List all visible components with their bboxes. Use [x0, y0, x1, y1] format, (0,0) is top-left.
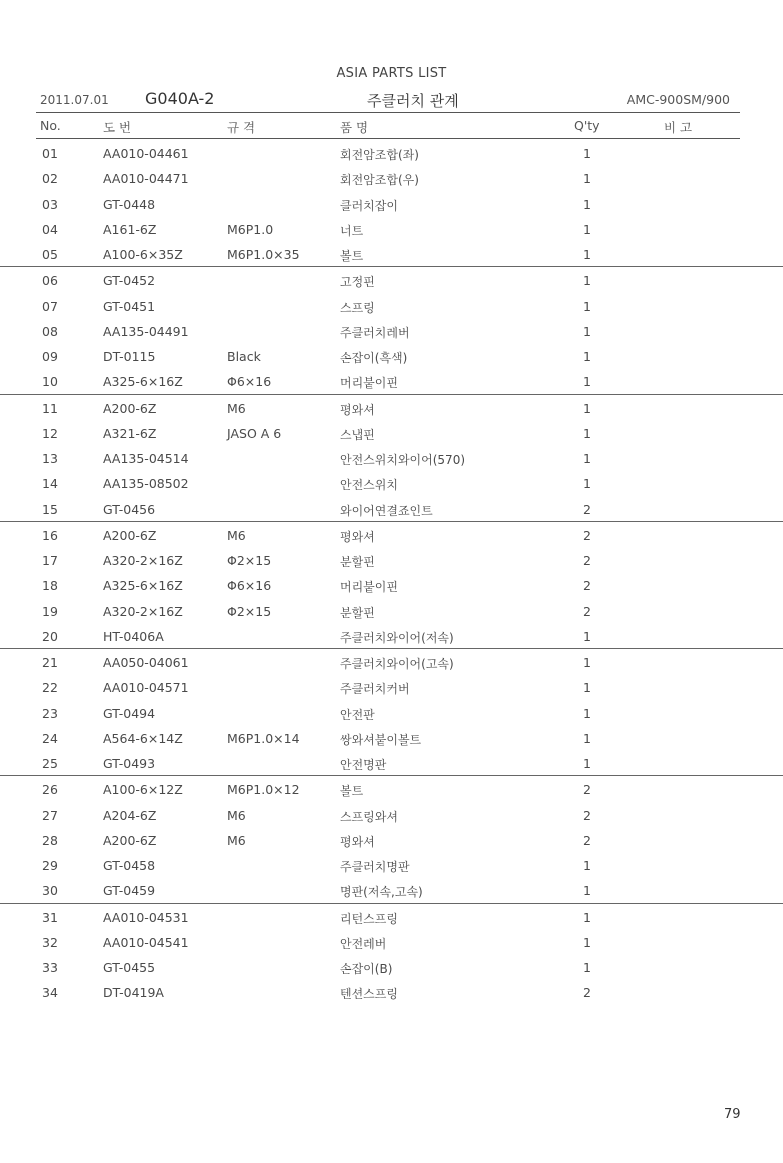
row-number: 26	[42, 782, 58, 798]
part-name: 스냅핀	[340, 427, 375, 442]
part-number: A320-2×16Z	[103, 553, 183, 568]
part-number: A564-6×14Z	[103, 730, 183, 746]
part-spec: M6	[227, 807, 246, 823]
table-row	[0, 929, 783, 954]
row-number: 21	[42, 655, 58, 670]
part-qty: 2	[583, 782, 591, 798]
column-header-part: 도 번	[103, 120, 132, 135]
part-spec: Φ2×15	[227, 603, 272, 619]
table-row	[0, 572, 783, 597]
part-number: AA010-04461	[103, 146, 189, 161]
part-number: AA135-04491	[103, 323, 189, 339]
part-qty: 2	[583, 501, 591, 517]
part-number: A325-6×16Z	[103, 578, 183, 594]
row-number: 11	[42, 400, 58, 416]
row-number: 01	[42, 146, 58, 161]
part-name: 회전암조합(우)	[340, 173, 419, 188]
row-number: 20	[42, 628, 58, 644]
table-row	[0, 241, 783, 267]
row-number: 19	[42, 603, 58, 619]
row-number: 18	[42, 578, 58, 594]
part-qty: 1	[583, 451, 591, 466]
part-name: 주클러치와이어(저속)	[340, 630, 454, 645]
row-number: 14	[42, 476, 58, 492]
part-spec: M6	[227, 832, 246, 848]
part-number: AA135-04514	[103, 451, 189, 466]
part-name: 주클러치와이어(고속)	[340, 657, 454, 671]
row-number: 15	[42, 501, 58, 517]
part-qty: 1	[583, 705, 591, 721]
part-qty: 2	[583, 527, 591, 543]
part-qty: 1	[583, 298, 591, 314]
table-row	[0, 877, 783, 903]
part-qty: 1	[583, 909, 591, 925]
part-qty: 1	[583, 247, 591, 262]
table-row	[0, 165, 783, 190]
part-qty: 1	[583, 476, 591, 492]
part-name: 명판(저속,고속)	[340, 885, 423, 900]
part-number: A204-6Z	[103, 807, 157, 823]
part-spec: Φ6×16	[227, 578, 272, 594]
part-name: 볼트	[340, 784, 364, 799]
part-number: A200-6Z	[103, 527, 157, 543]
row-number: 02	[42, 171, 58, 187]
part-name: 머리붙이핀	[340, 580, 398, 595]
part-qty: 2	[583, 553, 591, 568]
part-name: 손잡이(흑색)	[340, 351, 408, 365]
part-number: GT-0456	[103, 501, 156, 517]
part-number: GT-0494	[103, 705, 156, 721]
part-qty: 1	[583, 425, 591, 441]
part-qty: 1	[583, 756, 591, 771]
row-number: 17	[42, 553, 58, 568]
part-qty: 2	[583, 807, 591, 823]
part-spec: M6	[227, 400, 246, 416]
part-number: AA010-04531	[103, 909, 189, 925]
table-row	[0, 445, 783, 470]
part-number: AA050-04061	[103, 655, 189, 670]
table-row	[0, 267, 783, 292]
part-name: 텐션스프링	[340, 987, 398, 1002]
part-qty: 1	[583, 273, 591, 289]
row-number: 05	[42, 247, 58, 262]
part-name: 쌍와셔붙이볼트	[340, 732, 422, 747]
table-row	[0, 496, 783, 522]
part-number: A200-6Z	[103, 832, 157, 848]
part-name: 클러치잡이	[340, 198, 398, 213]
part-qty: 1	[583, 883, 591, 899]
table-row	[0, 750, 783, 776]
part-number: AA010-04571	[103, 680, 189, 696]
part-name: 와이어연결죠인트	[340, 503, 433, 518]
part-spec: M6P1.0×12	[227, 782, 300, 798]
table-row	[0, 547, 783, 572]
row-number: 34	[42, 985, 58, 1001]
parts-table	[0, 140, 783, 1005]
document-title: ASIA PARTS LIST	[336, 66, 447, 81]
table-row	[0, 420, 783, 445]
document-subtitle: 주클러치 관계	[367, 92, 459, 110]
column-header-remarks: 비 고	[664, 120, 693, 135]
part-name: 분할핀	[340, 555, 375, 569]
part-qty: 1	[583, 323, 591, 339]
table-row	[0, 725, 783, 750]
table-row	[0, 623, 783, 649]
part-name: 볼트	[340, 249, 364, 263]
table-row	[0, 776, 783, 801]
part-name: 안전레버	[340, 936, 387, 951]
part-number: AA010-04471	[103, 171, 189, 187]
row-number: 12	[42, 425, 58, 441]
part-name: 고정핀	[340, 275, 375, 290]
part-name: 평와셔	[340, 529, 375, 544]
part-spec: M6P1.0×14	[227, 730, 300, 746]
row-number: 04	[42, 221, 58, 237]
table-row	[0, 852, 783, 877]
table-row	[0, 802, 783, 827]
part-spec: JASO A 6	[227, 425, 282, 441]
header-top-rule	[36, 112, 740, 113]
row-number: 25	[42, 756, 58, 771]
table-row	[0, 522, 783, 547]
part-qty: 1	[583, 374, 591, 390]
table-row	[0, 395, 783, 420]
table-row	[0, 470, 783, 495]
part-spec: M6P1.0	[227, 221, 274, 237]
part-number: A100-6×12Z	[103, 782, 183, 798]
part-number: GT-0452	[103, 273, 156, 289]
table-row	[0, 191, 783, 216]
document-date: 2011.07.01	[40, 93, 109, 107]
part-number: A320-2×16Z	[103, 603, 183, 619]
document-code: G040A-2	[145, 89, 215, 108]
part-name: 머리붙이핀	[340, 376, 398, 391]
part-name: 손잡이(B)	[340, 962, 393, 976]
part-number: GT-0459	[103, 883, 156, 899]
part-qty: 1	[583, 730, 591, 746]
part-qty: 1	[583, 196, 591, 212]
table-row	[0, 700, 783, 725]
row-number: 07	[42, 298, 58, 314]
row-number: 27	[42, 807, 58, 823]
row-number: 23	[42, 705, 58, 721]
table-column-headers	[0, 118, 783, 136]
part-name: 주클러치커버	[340, 682, 410, 697]
row-number: 32	[42, 934, 58, 950]
part-number: GT-0455	[103, 960, 156, 975]
part-spec: Black	[227, 349, 261, 364]
row-number: 16	[42, 527, 58, 543]
part-spec: M6	[227, 527, 246, 543]
part-spec: M6P1.0×35	[227, 247, 300, 262]
part-name: 분할핀	[340, 605, 375, 620]
machine-model: AMC-900SM/900	[626, 92, 730, 107]
part-qty: 1	[583, 680, 591, 696]
table-row	[0, 649, 783, 674]
part-number: A325-6×16Z	[103, 374, 183, 390]
row-number: 24	[42, 730, 58, 746]
part-qty: 1	[583, 960, 591, 975]
row-number: 29	[42, 858, 58, 873]
part-number: A100-6×35Z	[103, 247, 183, 262]
row-number: 09	[42, 349, 58, 364]
part-qty: 2	[583, 985, 591, 1001]
part-number: HT-0406A	[103, 628, 164, 644]
part-number: A321-6Z	[103, 425, 157, 441]
table-row	[0, 368, 783, 394]
part-name: 너트	[340, 223, 364, 238]
row-number: 03	[42, 196, 58, 212]
table-row	[0, 954, 783, 979]
part-name: 리턴스프링	[340, 911, 398, 926]
part-qty: 1	[583, 400, 591, 416]
part-name: 회전암조합(좌)	[340, 148, 419, 162]
part-qty: 1	[583, 655, 591, 670]
part-name: 안전명판	[340, 758, 387, 772]
part-qty: 2	[583, 578, 591, 594]
part-qty: 1	[583, 221, 591, 237]
table-row	[0, 904, 783, 929]
page-number: 79	[724, 1107, 741, 1122]
column-header-qty: Q'ty	[574, 118, 600, 133]
part-number: AA010-04541	[103, 934, 189, 950]
part-number: GT-0458	[103, 858, 156, 873]
part-qty: 1	[583, 628, 591, 644]
part-name: 안전스위치	[340, 478, 398, 493]
part-number: DT-0419A	[103, 985, 164, 1001]
part-qty: 1	[583, 349, 591, 364]
part-number: A161-6Z	[103, 221, 157, 237]
part-qty: 2	[583, 832, 591, 848]
table-row	[0, 979, 783, 1004]
part-number: GT-0448	[103, 196, 156, 212]
part-name: 주클러치명판	[340, 860, 410, 874]
row-number: 31	[42, 909, 58, 925]
table-row	[0, 293, 783, 318]
part-number: GT-0493	[103, 756, 156, 771]
part-qty: 2	[583, 603, 591, 619]
row-number: 06	[42, 273, 58, 289]
column-header-spec: 규 격	[227, 120, 256, 135]
row-number: 13	[42, 451, 58, 466]
part-number: GT-0451	[103, 298, 156, 314]
table-row	[0, 598, 783, 623]
part-name: 평와셔	[340, 402, 375, 417]
part-qty: 1	[583, 146, 591, 161]
part-spec: Φ2×15	[227, 553, 272, 568]
part-number: DT-0115	[103, 349, 156, 364]
row-number: 30	[42, 883, 58, 899]
table-row	[0, 318, 783, 343]
row-number: 08	[42, 323, 58, 339]
part-name: 평와셔	[340, 834, 375, 849]
part-qty: 1	[583, 934, 591, 950]
table-row	[0, 140, 783, 165]
part-name: 안전판	[340, 707, 375, 722]
part-name: 스프링	[340, 300, 375, 315]
part-spec: Φ6×16	[227, 374, 272, 390]
row-number: 10	[42, 374, 58, 390]
part-name: 주클러치레버	[340, 325, 410, 340]
table-row	[0, 827, 783, 852]
column-header-no: No.	[40, 118, 61, 133]
table-row	[0, 343, 783, 368]
table-row	[0, 674, 783, 699]
part-number: A200-6Z	[103, 400, 157, 416]
document-header	[40, 88, 740, 110]
table-row	[0, 216, 783, 241]
part-name: 안전스위치와이어(570)	[340, 453, 466, 467]
row-number: 28	[42, 832, 58, 848]
part-name: 스프링와셔	[340, 809, 398, 824]
part-qty: 1	[583, 171, 591, 187]
row-number: 22	[42, 680, 58, 696]
column-header-name: 품 명	[340, 120, 369, 135]
part-number: AA135-08502	[103, 476, 189, 492]
part-qty: 1	[583, 858, 591, 873]
row-number: 33	[42, 960, 58, 975]
